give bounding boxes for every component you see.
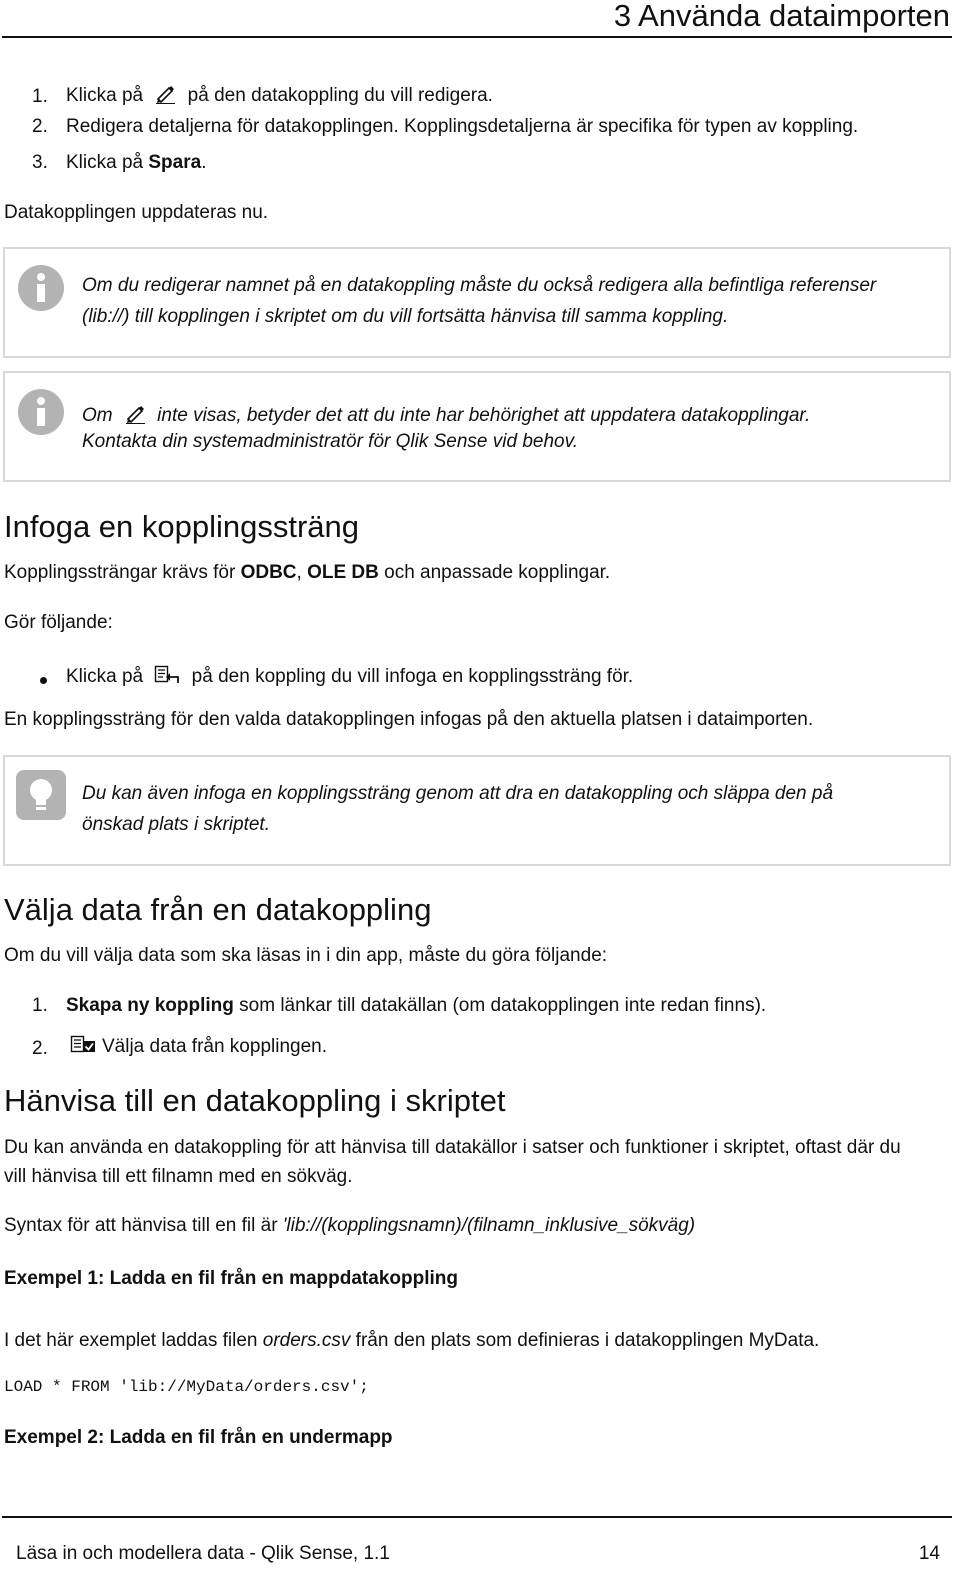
section-intro bbox=[4, 562, 610, 584]
section-paragraph: Du kan använda en datakoppling för att hänvisa till datakällor i satser och funktioner i skriptet, oftast där du bbox=[4, 1137, 901, 1158]
page-number: 14 bbox=[918, 1543, 940, 1564]
step-3-after: . bbox=[201, 152, 207, 173]
step-2: Redigera detaljerna för datakopplingen. Kopplingsdetaljerna är specifika för typen av koppling. bbox=[66, 116, 859, 137]
note-line: Kontakta din systemadministratör för Qlik Sense vid behov. bbox=[82, 431, 578, 452]
header-rule bbox=[2, 36, 952, 38]
section-intro: Om du vill välja data som ska läsas in i din app, måste du göra följande: bbox=[4, 945, 608, 966]
odbc-label: ODBC bbox=[240, 562, 297, 583]
step-1-after: som länkar till datakällan (om datakopplingen inte redan finns). bbox=[233, 995, 767, 1016]
syntax-before: Syntax för att hänvisa till en fil är bbox=[4, 1215, 283, 1236]
oledb-label: OLE DB bbox=[307, 562, 379, 583]
step-1-after: på den datakoppling du vill redigera. bbox=[187, 85, 493, 106]
bullet-before: Klicka på bbox=[66, 666, 144, 687]
section-heading: Infoga en kopplingssträng bbox=[4, 509, 360, 544]
create-connection-label: Skapa ny koppling bbox=[66, 995, 234, 1016]
example-heading bbox=[4, 1427, 393, 1449]
bullet-item bbox=[66, 665, 633, 691]
step-1-before: Klicka på bbox=[66, 85, 144, 106]
example-2-heading: Exempel 2: Ladda en fil från en undermapp bbox=[4, 1427, 393, 1448]
example-before: I det här exemplet laddas filen bbox=[4, 1330, 263, 1351]
insert-connection-string-icon bbox=[154, 665, 180, 691]
select-data-icon bbox=[70, 1035, 96, 1061]
comma: , bbox=[296, 562, 308, 583]
step-number: 2. bbox=[32, 1038, 48, 1059]
save-label: Spara bbox=[148, 152, 202, 173]
step-number: 3. bbox=[32, 152, 48, 173]
example-file: orders.csv bbox=[262, 1330, 351, 1351]
intro-text: och anpassade kopplingar. bbox=[378, 562, 611, 583]
code-sample: LOAD * FROM 'lib://MyData/orders.csv'; bbox=[4, 1378, 369, 1396]
footer-title: Läsa in och modellera data - Qlik Sense, 1.1 bbox=[16, 1543, 390, 1564]
example-heading bbox=[4, 1268, 458, 1290]
step-3-before: Klicka på bbox=[66, 152, 149, 173]
section-heading: Välja data från en datakoppling bbox=[4, 892, 432, 927]
info-icon bbox=[18, 389, 64, 435]
result-text: En kopplingssträng för den valda datakopplingen infogas på den aktuella platsen i dataimporten. bbox=[4, 709, 814, 730]
example-text bbox=[4, 1330, 819, 1352]
footer-rule bbox=[2, 1516, 952, 1518]
info-icon bbox=[18, 265, 64, 311]
note-after: inte visas, betyder det att du inte har behörighet att uppdatera datakopplingar. bbox=[157, 405, 811, 426]
section-paragraph: vill hänvisa till ett filnamn med en sökväg. bbox=[4, 1166, 353, 1187]
note-line: (lib://) till kopplingen i skriptet om du vill fortsätta hänvisa till samma koppling. bbox=[82, 306, 729, 327]
lightbulb-icon bbox=[16, 770, 66, 820]
step-number: 1. bbox=[32, 995, 48, 1016]
example-after: från den plats som definieras i datakopplingen MyData. bbox=[350, 1330, 820, 1351]
bullet-after: på den koppling du vill infoga en kopplingssträng för. bbox=[191, 666, 634, 687]
example-1-heading: Exempel 1: Ladda en fil från en mappdatakoppling bbox=[4, 1268, 458, 1289]
step-number: 1. bbox=[32, 86, 48, 107]
intro-text: Kopplingssträngar krävs för bbox=[4, 562, 241, 583]
tip-line: Du kan även infoga en kopplingssträng genom att dra en datakoppling och släppa den på bbox=[82, 783, 834, 804]
note-before: Om bbox=[82, 405, 113, 426]
chapter-title: 3 Använda dataimporten bbox=[613, 0, 950, 33]
bullet bbox=[40, 677, 47, 684]
step-number: 2. bbox=[32, 116, 48, 137]
tip-line: önskad plats i skriptet. bbox=[82, 814, 270, 835]
step-3 bbox=[66, 152, 206, 174]
step-2 bbox=[70, 1035, 327, 1061]
updated-text: Datakopplingen uppdateras nu. bbox=[4, 202, 269, 223]
step-1 bbox=[66, 995, 766, 1017]
note-line: Om du redigerar namnet på en datakoppling måste du också redigera alla befintliga referenser bbox=[82, 275, 877, 296]
syntax-path: 'lib://(kopplingsnamn)/(filnamn_inklusive_sökväg) bbox=[282, 1215, 696, 1236]
do-this-text: Gör följande: bbox=[4, 612, 113, 633]
step-2-text: Välja data från kopplingen. bbox=[102, 1036, 327, 1057]
step-1 bbox=[66, 84, 493, 110]
syntax-text bbox=[4, 1215, 695, 1237]
pencil-icon bbox=[154, 84, 176, 110]
section-heading: Hänvisa till en datakoppling i skriptet bbox=[4, 1083, 506, 1118]
